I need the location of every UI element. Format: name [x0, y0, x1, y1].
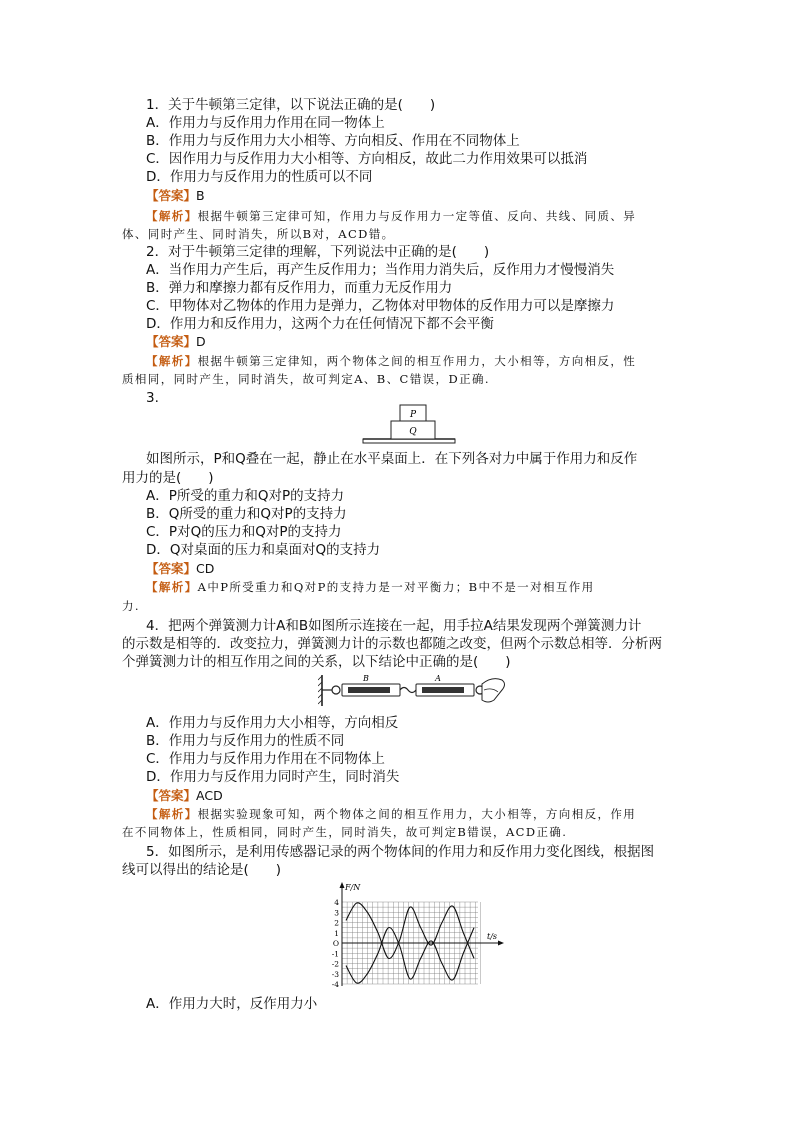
q4-analysis-1: 根据实验现象可知，两个物体之间的相互作用力，大小相等，方向相反，作用 — [197, 807, 637, 821]
q1-stem: 1．关于牛顿第三定律，以下说法正确的是( ) — [146, 97, 436, 113]
spring-scales-figure — [318, 670, 508, 710]
scale-b-label: B — [363, 674, 369, 683]
analysis-tag: 【解析】 — [146, 807, 198, 821]
y-tick-label: -4 — [331, 980, 339, 989]
q3-stem-1: 如图所示，P和Q叠在一起，静止在水平桌面上．在下列各对力中属于作用力和反作 — [146, 451, 638, 467]
scale-a-spring — [422, 687, 464, 693]
q3-option-c: C．P对Q的压力和Q对P的支持力 — [146, 524, 342, 540]
analysis-tag: 【解析】 — [146, 209, 198, 223]
y-tick-label: 1 — [334, 928, 339, 938]
q4-option-c: C．作用力与反作用力作用在不同物体上 — [146, 751, 385, 767]
q5-stem-2: 线可以得出的结论是( ) — [122, 862, 282, 878]
y-axis-label: F/N — [345, 883, 361, 892]
q1-option-c: C．因作用力与反作用力大小相等、方向相反，故此二力作用效果可以抵消 — [146, 151, 588, 167]
q3-analysis-line-1 — [146, 578, 706, 596]
q3-answer: CD — [196, 561, 215, 576]
y-tick-label: -3 — [331, 969, 339, 979]
q2-analysis-1: 根据牛顿第三定律知，两个物体之间的相互作用力，大小相等，方向相反，性 — [197, 354, 637, 368]
q1-analysis-2: 体、同时产生、同时消失，所以B对，ACD错。 — [122, 227, 395, 241]
q1-answer-line — [146, 187, 706, 205]
q4-option-a: A．作用力与反作用力大小相等，方向相反 — [146, 715, 399, 731]
q3-answer-line — [146, 560, 706, 578]
q2-analysis-2: 质相同，同时产生，同时消失，故可判定A、B、C错误，D正确. — [122, 372, 490, 386]
q4-answer: ACD — [196, 788, 223, 803]
q2-answer: D — [196, 334, 206, 349]
q4-analysis-line-1 — [146, 805, 706, 823]
q1-analysis-1: 根据牛顿第三定律可知，作用力与反作用力一定等值、反向、共线、同质、异 — [197, 209, 637, 223]
analysis-tag: 【解析】 — [146, 354, 198, 368]
stacked-blocks-figure — [362, 402, 456, 444]
y-axis-arrow — [340, 882, 345, 888]
q1-option-b: B．作用力与反作用力大小相等、方向相反、作用在不同物体上 — [146, 133, 520, 149]
ring-left — [332, 686, 340, 694]
y-tick-label: 2 — [334, 918, 339, 928]
q2-option-b: B．弹力和摩擦力都有反作用力，而重力无反作用力 — [146, 280, 453, 296]
answer-tag: 【答案】 — [146, 788, 197, 803]
scale-a-label: A — [435, 674, 441, 683]
q3-analysis-2: 力. — [122, 599, 140, 613]
force-time-chart — [320, 880, 510, 990]
q3-option-d: D．Q对桌面的压力和桌面对Q的支持力 — [146, 542, 381, 558]
block-q-label: Q — [409, 427, 417, 437]
q2-answer-line — [146, 333, 706, 351]
connecting-hooks — [400, 688, 416, 693]
q2-option-d: D．作用力和反作用力，这两个力在任何情况下都不会平衡 — [146, 316, 494, 332]
analysis-tag: 【解析】 — [146, 580, 198, 594]
q3-stem-2: 用力的是( ) — [122, 470, 214, 486]
q5-stem-1: 5．如图所示，是利用传感器记录的两个物体间的作用力和反作用力变化图线，根据图 — [146, 844, 655, 860]
q4-option-b: B．作用力与反作用力的性质不同 — [146, 733, 345, 749]
block-p-label: P — [409, 410, 417, 420]
q4-option-d: D．作用力与反作用力同时产生，同时消失 — [146, 769, 400, 785]
y-tick-label: O — [332, 939, 339, 948]
y-tick-label: -2 — [331, 959, 339, 969]
q3-analysis-1: A中P所受重力和Q对P的支持力是一对平衡力；B中不是一对相互作用 — [197, 580, 595, 594]
y-tick-label: 4 — [334, 898, 339, 907]
q2-analysis-line-1 — [146, 352, 706, 370]
x-axis-arrow — [498, 941, 504, 946]
y-tick-label: 3 — [334, 908, 339, 918]
q2-option-a: A．当作用力产生后，再产生反作用力；当作用力消失后，反作用力才慢慢消失 — [146, 262, 615, 278]
x-axis-label: t/s — [487, 932, 498, 941]
q4-answer-line — [146, 787, 706, 805]
y-tick-label: -1 — [331, 949, 339, 959]
q2-option-c: C．甲物体对乙物体的作用力是弹力，乙物体对甲物体的反作用力可以是摩擦力 — [146, 298, 615, 314]
q4-stem-3: 个弹簧测力计的相互作用之间的关系，以下结论中正确的是( ) — [122, 654, 511, 670]
q1-analysis-line-1 — [146, 207, 706, 225]
hand-icon — [482, 679, 505, 702]
q1-answer: B — [196, 188, 205, 203]
q3-option-a: A．P所受的重力和Q对P的支持力 — [146, 488, 345, 504]
q4-stem-1: 4．把两个弹簧测力计A和B如图所示连接在一起，用手拉A结果发现两个弹簧测力计 — [146, 618, 642, 634]
q4-analysis-2: 在不同物体上，性质相同，同时产生，同时消失，故可判定B错误，ACD正确. — [122, 825, 568, 839]
q2-stem: 2．对于牛顿第三定律的理解，下列说法中正确的是( ) — [146, 244, 490, 260]
answer-tag: 【答案】 — [146, 561, 197, 576]
q4-stem-2: 的示数是相等的．改变拉力，弹簧测力计的示数也都随之改变，但两个示数总相等．分析两 — [122, 636, 662, 652]
q3-number: 3. — [146, 390, 159, 406]
scale-b-spring — [348, 687, 390, 693]
q5-option-a: A．作用力大时，反作用力小 — [146, 996, 318, 1012]
answer-tag: 【答案】 — [146, 334, 197, 349]
answer-tag: 【答案】 — [146, 188, 197, 203]
q1-option-d: D．作用力与反作用力的性质可以不同 — [146, 169, 373, 185]
q3-option-b: B．Q所受的重力和Q对P的支持力 — [146, 506, 347, 522]
q1-option-a: A．作用力与反作用力作用在同一物体上 — [146, 115, 385, 131]
